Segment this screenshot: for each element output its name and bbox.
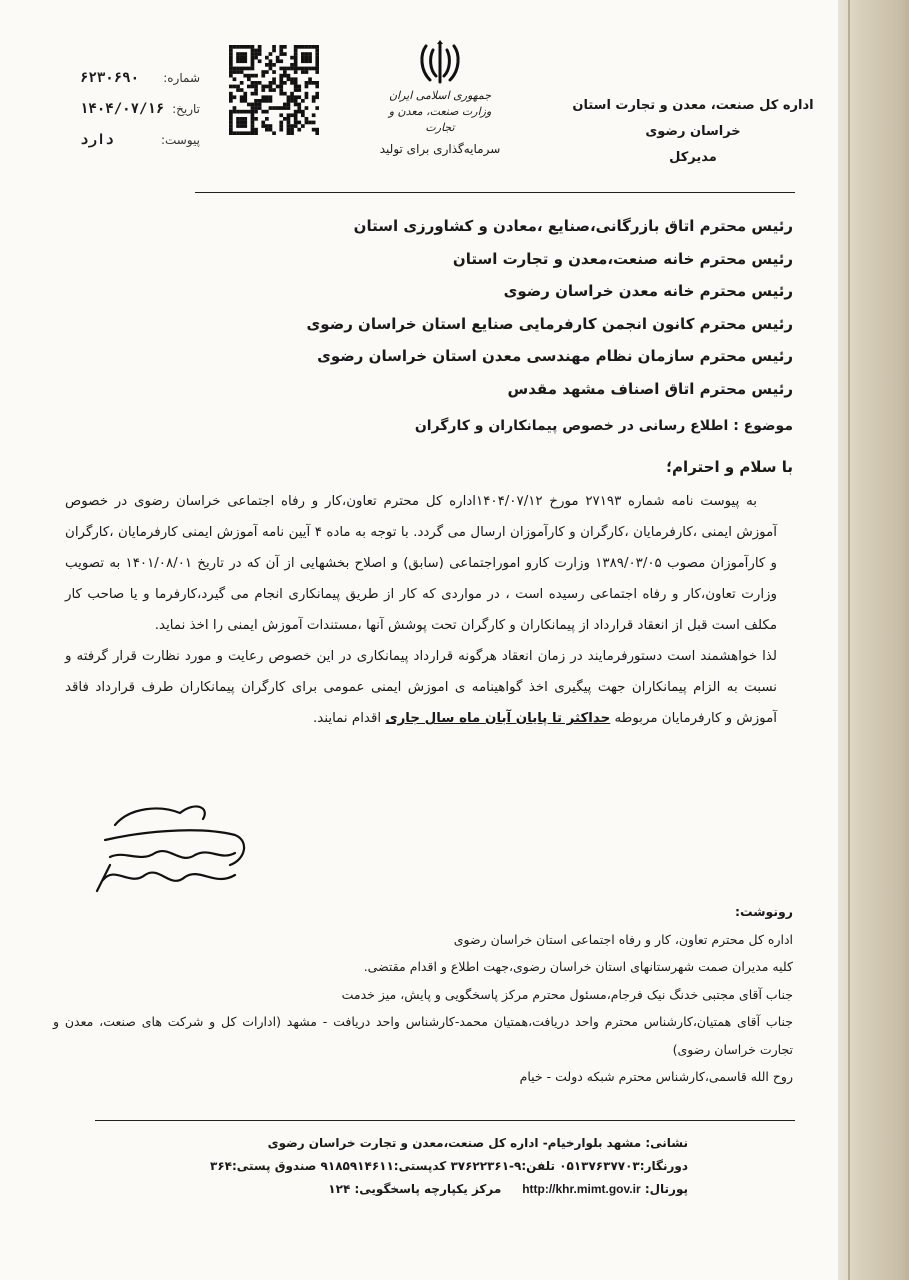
portal-link[interactable]: http://khr.mimt.gov.ir: [522, 1182, 641, 1196]
letter-date-label: تاریخ:: [172, 102, 200, 116]
letter-number-row: [80, 63, 200, 94]
cc-item: روح الله قاسمی،کارشناس محترم شبکه دولت - خیام: [519, 1069, 793, 1084]
cc-title: رونوشت:: [734, 904, 793, 919]
letter-footer: [100, 1132, 688, 1201]
letter-meta: [80, 63, 200, 156]
po-box: ۳۶۴: [210, 1159, 232, 1173]
signature: [85, 795, 265, 900]
cc-section: [53, 898, 793, 1091]
organization-name: اداره کل صنعت، معدن و تجارت استان خراسان رضوی: [572, 98, 814, 139]
letter-number-label: شماره:: [163, 71, 200, 85]
postal-code: ۹۱۸۵۹۱۴۶۱۱: [320, 1159, 394, 1173]
page-edge: [838, 0, 909, 1280]
attachment-value: دارد: [80, 132, 114, 148]
attachment-row: [80, 125, 200, 156]
footer-portal: پورتال: http://khr.mimt.gov.ir مرکز یکپارچه پاسخگویی: ۱۲۴: [328, 1182, 688, 1196]
attachment-label: پیوست:: [160, 133, 200, 147]
emblem-caption: جمهوری اسلامی ایران وزارت صنعت، معدن و تجارت: [388, 89, 492, 134]
footer-divider: [95, 1120, 795, 1121]
letter-body: [65, 486, 777, 734]
recipient-item: رئیس محترم اتاق بازرگانی،صنایع ،معادن و کشاورزی استان: [353, 217, 793, 235]
recipient-item: رئیس محترم خانه صنعت،معدن و تجارت استان: [452, 249, 793, 268]
cc-item: اداره کل محترم تعاون، کار و رفاه اجتماعی استان خراسان رضوی: [453, 931, 793, 947]
cc-item: جناب آقای مجتبی خدنگ نیک فرجام،مسئول محترم مرکز پاسخگویی و پایش، میز خدمت: [341, 986, 793, 1002]
fax-number: ۰۵۱۳۷۶۳۷۷۰۳: [559, 1159, 640, 1173]
letter-number: ۶۲۳۰۶۹۰: [80, 70, 140, 86]
footer-contacts: دورنگار:۰۵۱۳۷۶۳۷۷۰۳ تلفن:۹-۳۷۶۲۲۳۶۱ کدپستی:۹۱۸۵۹۱۴۶۱۱ صندوق پستی:۳۶۴: [210, 1159, 688, 1173]
letter-subject: موضوع : اطلاع رسانی در خصوص پیمانکاران و کارگران: [414, 418, 793, 434]
qr-code: [229, 45, 319, 135]
recipient-item: رئیس محترم خانه معدن خراسان رضوی: [503, 282, 793, 300]
body-paragraph-2: لذا خواهشمند است دستورفرمایند در زمان انعقاد هرگونه قرارداد پیمانکاری در این خصوص رعایت و مورد نظارت قرار گرفته و نسبت به الزام پیمانکاران جهت پیگیری اخذ گواهینامه ی اموزش ایمنی عمومی برای کارگران پیمانکاران طرف قرارداد فاقد آموزش و کارفرمایان مربوطه حداکثر تا پایان آبان ماه سال جاری اقدام نمایند.: [65, 649, 777, 726]
body-paragraph-1: به پیوست نامه شماره ۲۷۱۹۳ مورخ ۱۴۰۴/۰۷/۱۲اداره کل محترم تعاون،کار و رفاه اجتماعی خراسان رضوی در خصوص آموزش ایمنی ،کارفرمایان ،کارگران و کارآموزان ارسال می گردد. با توجه به ماده ۴ آیین نامه آموزش ایمنی کارفرمایان ،کارگران و کارآموزان مصوب ۱۳۸۹/۰۳/۰۵ وزارت کارو اموراجتماعی (سابق) و اصلاح بخشهایی از آن که در تاریخ ۱۴۰۱/۰۸/۰۱ به تصویب وزارت تعاون،کار و رفاه اجتماعی رسیده است ، در مواردی که کار از طریق پیمانکاری انجام می گیرد،کارفرما و یا صاحب کار مکلف است قبل از انعقاد قرارداد از پیمانکاران و کارگران تحت پوشش آنها ،مستندات آموزش ایمنی را اخذ نماید.: [65, 494, 777, 633]
emblem-block: [375, 40, 505, 156]
cc-item: کلیه مدیران صمت شهرستانهای استان خراسان رضوی،جهت اطلاع و اقدام مقتضی.: [363, 959, 793, 974]
slogan: سرمایه‌گذاری برای تولید: [379, 142, 501, 156]
callcenter-number: ۱۲۴: [328, 1182, 351, 1196]
cc-item: جناب آقای همتیان،کارشناس محترم واحد دریافت،همتیان محمد-کارشناس واحد دریافت - مشهد (ادارات کل و شرکت های صنعت، معدن و تجارت خراسان رضوی): [53, 1014, 793, 1057]
deadline-highlight: حداکثر تا پایان آبان ماه سال جاری: [385, 711, 611, 726]
phone-number: ۹-۳۷۶۲۲۳۶۱: [450, 1159, 522, 1173]
recipient-item: رئیس محترم کانون انجمن کارفرمایی صنایع استان خراسان رضوی: [306, 314, 793, 333]
letter-date: ۱۴۰۴/۰۷/۱۶: [80, 101, 165, 117]
organization-position: مدیرکل: [669, 150, 717, 165]
header-divider: [195, 192, 795, 193]
recipient-item: رئیس محترم سازمان نظام مهندسی معدن استان خراسان رضوی: [317, 347, 793, 365]
greeting: با سلام و احترام؛: [666, 458, 793, 476]
footer-address: نشانی: مشهد بلوارخیام- اداره کل صنعت،معدن و تجارت خراسان رضوی: [267, 1136, 688, 1150]
letter-date-row: [80, 94, 200, 125]
organization-block: [568, 93, 818, 171]
recipient-item: رئیس محترم اتاق اصناف مشهد مقدس: [507, 379, 793, 398]
recipient-list: [93, 210, 793, 405]
iran-emblem-icon: [418, 40, 462, 86]
